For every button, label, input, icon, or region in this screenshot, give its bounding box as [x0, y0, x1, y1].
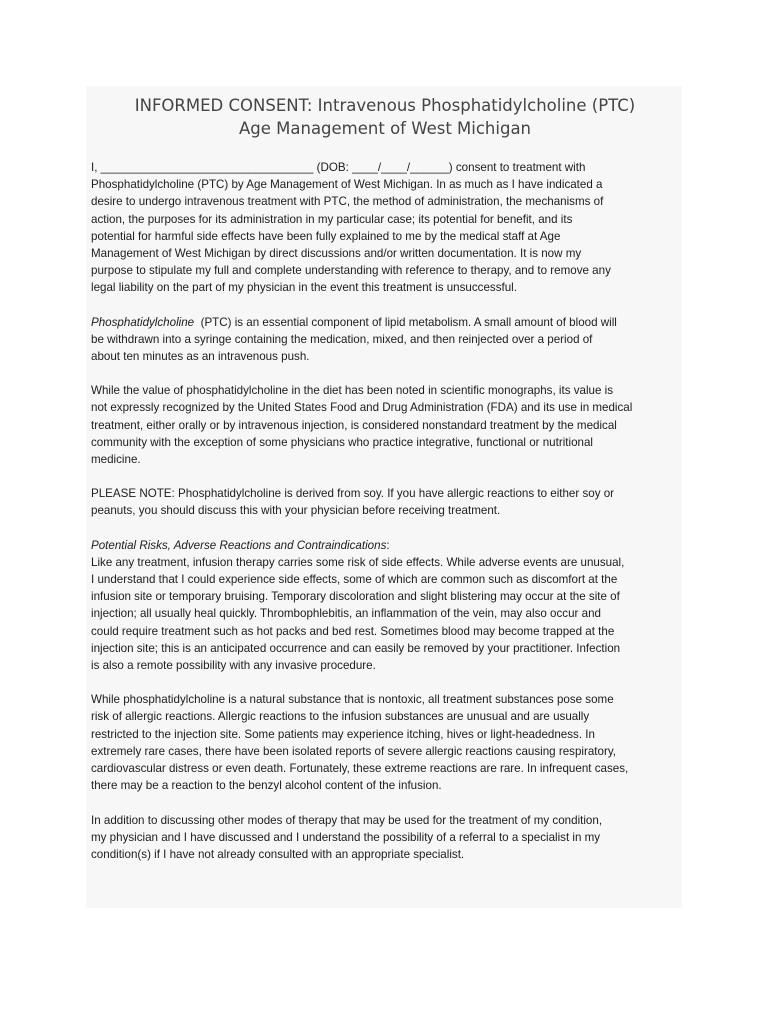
- text-line: Phosphatidylcholine (PTC) by Age Management of West Michigan. In as much as I have indicated a: [91, 178, 603, 192]
- text-line: Management of West Michigan by direct discussions and/or written documentation. It is now my: [91, 247, 582, 261]
- text-line: While the value of phosphatidylcholine in the diet has been noted in scientific monographs, its value is: [91, 384, 614, 398]
- document-body: [91, 159, 691, 880]
- text-line: treatment, either orally or by intravenous injection, is considered nonstandard treatment by the medical: [91, 418, 617, 432]
- title-line-1: INFORMED CONSENT: Intravenous Phosphatidylcholine (PTC): [134, 96, 636, 115]
- text-line: I, _________________________________ (DOB: ____/____/______) consent to treatment with: [91, 161, 586, 174]
- soy-note-paragraph: [91, 485, 691, 519]
- document-title: [86, 94, 684, 140]
- text-line: not expressly recognized by the United States Food and Drug Administration (FDA) and its use in medical: [91, 401, 633, 415]
- text-line: condition(s) if I have not already consulted with an appropriate specialist.: [91, 847, 465, 861]
- text-line: potential for harmful side effects have been fully explained to me by the medical staff at Age: [91, 229, 561, 243]
- title-line-2: Age Management of West Michigan: [238, 119, 532, 138]
- text-line: medicine.: [91, 453, 141, 467]
- text-line: I understand that I could experience side effects, some of which are common such as discomfort at the: [91, 573, 618, 587]
- text-line: restricted to the injection site. Some patients may experience itching, hives or light-headedness. In: [91, 727, 595, 741]
- text-line: While phosphatidylcholine is a natural substance that is nontoxic, all treatment substances pose some: [91, 693, 614, 707]
- text-line: cardiovascular distress or even death. Fortunately, these extreme reactions are rare. In infrequent cases,: [91, 762, 629, 776]
- allergy-paragraph: [91, 691, 691, 794]
- text-line: is also a remote possibility with any invasive procedure.: [91, 659, 376, 673]
- consent-paragraph: [91, 159, 691, 297]
- text-line: community with the exception of some physicians who practice integrative, functional or nutritional: [91, 435, 594, 449]
- text-line: Like any treatment, infusion therapy carries some risk of side effects. While adverse events are unusual,: [91, 555, 625, 569]
- text-line: about ten minutes as an intravenous push.: [91, 350, 310, 364]
- text-line: In addition to discussing other modes of therapy that may be used for the treatment of my condition,: [91, 813, 603, 827]
- referral-paragraph: [91, 812, 691, 864]
- text-line: my physician and I have discussed and I understand the possibility of a referral to a specialist in my: [91, 830, 601, 844]
- text-line: action, the purposes for its administration in my particular case; its potential for benefit, and its: [91, 212, 573, 226]
- text-line: [91, 537, 691, 554]
- ptc-description-paragraph: [91, 314, 691, 366]
- text-line: PLEASE NOTE: Phosphatidylcholine is derived from soy. If you have allergic reactions to either soy or: [91, 487, 615, 501]
- text-line: could require treatment such as hot packs and bed rest. Sometimes blood may become trapped at the: [91, 624, 615, 638]
- text-line: extremely rare cases, there have been isolated reports of severe allergic reactions causing respiratory,: [91, 744, 616, 758]
- text-line: peanuts, you should discuss this with your physician before receiving treatment.: [91, 504, 501, 518]
- text-line: risk of allergic reactions. Allergic reactions to the infusion substances are unusual and are usually: [91, 710, 590, 724]
- text-run: :: [386, 538, 390, 552]
- text-line: legal liability on the part of my physician in the event this treatment is unsuccessful.: [91, 281, 517, 295]
- ptc-term: Phosphatidylcholine: [91, 315, 195, 329]
- text-line: [91, 314, 691, 331]
- text-line: injection site; this is an anticipated occurrence and can easily be removed by your practitioner. Infection: [91, 641, 621, 655]
- text-run: (PTC) is an essential component of lipid metabolism. A small amount of blood will: [194, 315, 617, 329]
- risks-heading: Potential Risks, Adverse Reactions and Contraindications: [91, 538, 387, 552]
- risks-paragraph: [91, 537, 691, 675]
- text-line: be withdrawn into a syringe containing the medication, mixed, and then reinjected over a period of: [91, 332, 593, 346]
- text-line: there may be a reaction to the benzyl alcohol content of the infusion.: [91, 779, 442, 793]
- text-line: injection; all usually heal quickly. Thrombophlebitis, an inflammation of the vein, may also occur and: [91, 607, 601, 621]
- text-line: purpose to stipulate my full and complete understanding with reference to therapy, and to remove any: [91, 264, 611, 278]
- fda-paragraph: [91, 382, 691, 468]
- text-line: desire to undergo intravenous treatment with PTC, the method of administration, the mechanisms of: [91, 195, 604, 209]
- text-line: infusion site or temporary bruising. Temporary discoloration and slight blistering may occur at the site of: [91, 590, 620, 604]
